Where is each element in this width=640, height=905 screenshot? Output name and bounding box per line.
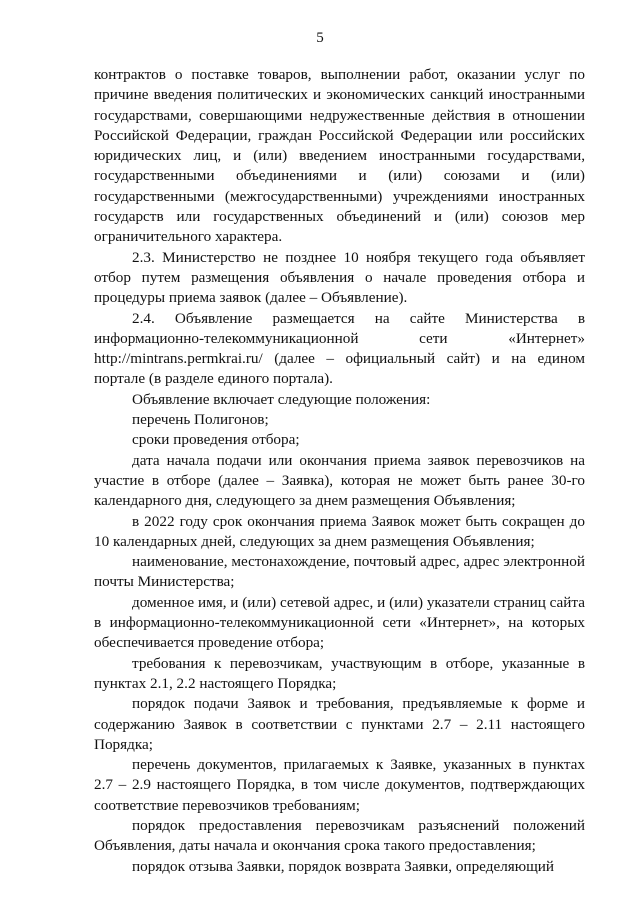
paragraph-announcement-intro: Объявление включает следующие положения: (132, 390, 431, 408)
list-item-ministry-contacts: наименование, местонахождение, почтовый адрес, адрес электронной почты Министерства; (94, 553, 585, 591)
list-item-domain-name: доменное имя, и (или) сетевой адрес, и (или) указатели страниц сайта в информационно-телекоммуникационной сети «Интернет», на которых обеспечивается проведение отбора; (94, 593, 585, 652)
list-item-document-list: перечень документов, прилагаемых к Заявке, указанных в пунктах 2.7 – 2.9 настоящего Порядка, в том числе документов, подтверждающих соответствие перевозчиков требованиям; (94, 756, 585, 814)
paragraph-2-4: 2.4. Объявление размещается на сайте Министерства в информационно-телекоммуникационной сети «Интернет» http://mintrans.permkrai.ru/ (далее – официальный сайт) и на едином портале (в разделе единого портала). (94, 309, 585, 388)
page-number: 5 (316, 30, 324, 46)
document-body (94, 65, 585, 877)
list-item-carrier-requirements: требования к перевозчикам, участвующим в отборе, указанные в пунктах 2.1, 2.2 настоящего Порядка; (94, 654, 585, 692)
list-item-submission-procedure: порядок подачи Заявок и требования, предъявляемые к форме и содержанию Заявок в соответствии с пунктами 2.7 – 2.11 настоящего Порядка; (94, 695, 585, 753)
list-item-withdrawal: порядок отзыва Заявки, порядок возврата Заявки, определяющий (132, 857, 555, 875)
list-item-application-dates: дата начала подачи или окончания приема заявок перевозчиков на участие в отборе (далее – Заявка), которая не может быть ранее 30-го календарного дня, следующего за днем размещения Объявления; (94, 451, 585, 510)
paragraph-continuation: контрактов о поставке товаров, выполнении работ, оказании услуг по причине введения политических и экономических санкций иностранными государствами, совершающими недружественные действия в отношении Российской Федерации, граждан Российской Федерации или российских юридических лиц, и (или) введением иностранными государствами, государственными объединениями и (или) союзами и (или) государственными (межгосударственными) учреждениями иностранных государств или государственных объединений и (или) союзов мер ограничительного характера. (94, 66, 585, 246)
list-item-2022-deadline: в 2022 году срок окончания приема Заявок может быть сокращен до 10 календарных дней, следующих за днем размещения Объявления; (94, 512, 585, 550)
list-item-clarifications: порядок предоставления перевозчикам разъяснений положений Объявления, даты начала и окончания срока такого предоставления; (94, 816, 585, 855)
list-item-polygons: перечень Полигонов; (132, 411, 269, 429)
paragraph-2-3: 2.3. Министерство не позднее 10 ноября текущего года объявляет отбор путем размещения объявления о начале проведения отбора и процедуры приема заявок (далее – Объявление). (94, 248, 585, 307)
list-item-selection-dates: сроки проведения отбора; (132, 431, 300, 449)
